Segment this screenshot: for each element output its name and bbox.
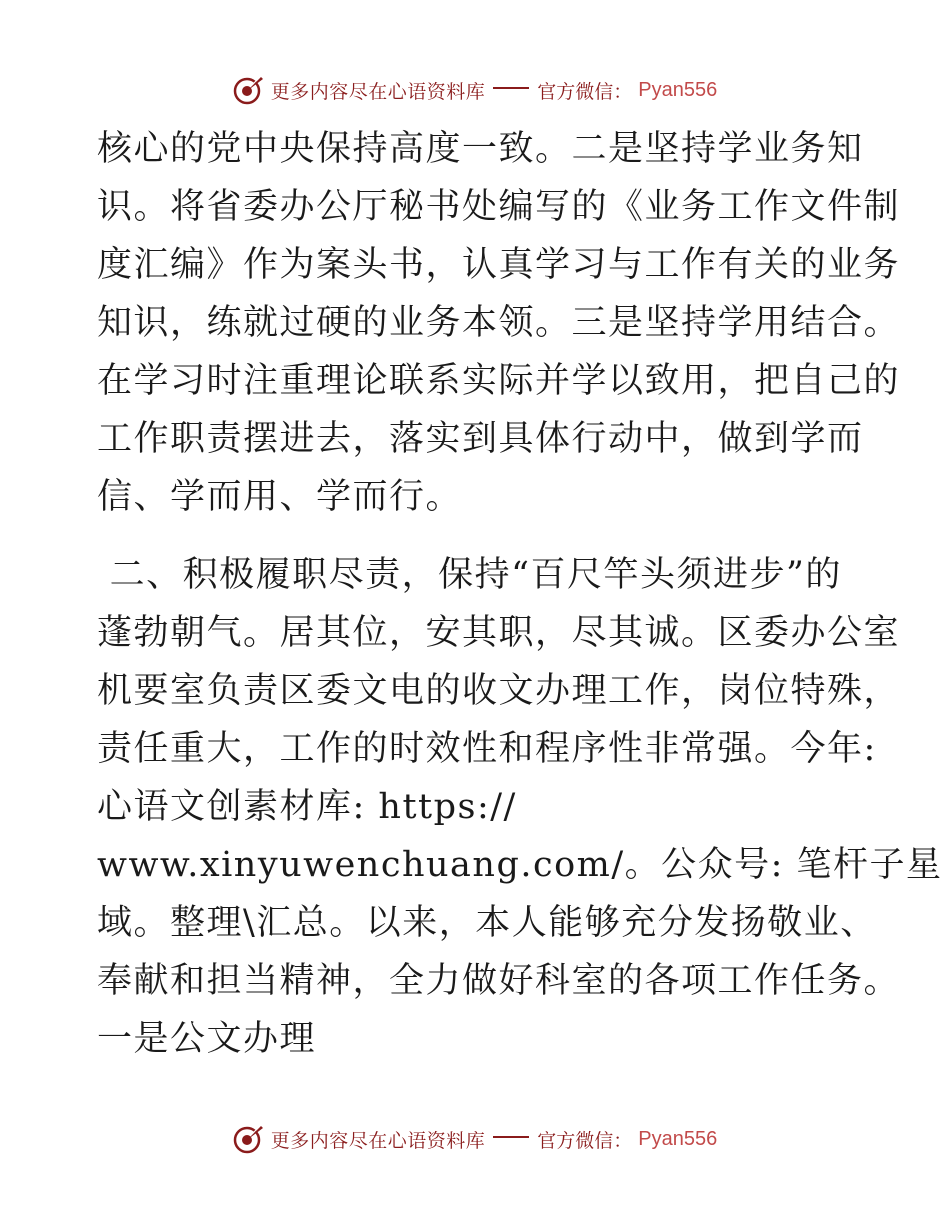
paragraph-1 <box>97 120 901 526</box>
header-banner-sub: 官方微信： <box>537 80 633 103</box>
text-line: 知识，练就过硬的业务本领。三是坚持学用结合。 <box>97 303 901 343</box>
text-line: 识。将省委办公厅秘书处编写的《业务工作文件制 <box>97 187 901 227</box>
footer-banner-dash <box>493 1136 529 1138</box>
page-header <box>0 73 950 107</box>
paragraph-gap <box>97 526 857 546</box>
quill-logo-icon <box>233 74 265 106</box>
paragraph-2 <box>97 546 943 1068</box>
text-line: www.xinyuwenchuang.com/。公众号: 笔杆子星 <box>97 845 943 885</box>
text-line: 核心的党中央保持高度一致。二是坚持学业务知 <box>97 129 864 169</box>
document-body <box>97 120 943 1068</box>
text-line: 一是公文办理 <box>97 1019 317 1059</box>
text-line: 责任重大，工作的时效性和程序性非常强。今年: <box>97 729 877 769</box>
header-banner-dash <box>493 87 529 89</box>
text-line: 心语文创素材库: https:// <box>97 787 517 827</box>
header-banner-main: 更多内容尽在心语资料库 <box>270 80 486 103</box>
text-line: 工作职责摆进去，落实到具体行动中，做到学而 <box>97 419 864 459</box>
footer-banner <box>233 1123 718 1155</box>
text-line: 蓬勃朝气。居其位，安其职，尽其诚。区委办公室 <box>97 613 901 653</box>
quill-logo-icon <box>233 1123 265 1155</box>
text-line: 奉献和担当精神，全力做好科室的各项工作任务。 <box>97 961 901 1001</box>
page-footer <box>0 1122 950 1156</box>
footer-banner-id: Pyan556 <box>638 1127 718 1150</box>
text-line: 机要室负责区委文电的收文办理工作，岗位特殊， <box>97 671 901 711</box>
footer-banner-main: 更多内容尽在心语资料库 <box>270 1129 486 1152</box>
footer-banner-sub: 官方微信： <box>537 1129 633 1152</box>
text-line: 在学习时注重理论联系实际并学以致用，把自己的 <box>97 361 901 401</box>
text-line: 度汇编》作为案头书，认真学习与工作有关的业务 <box>97 245 901 285</box>
text-line: 二、积极履职尽责，保持“百尺竿头须进步”的 <box>97 555 842 595</box>
text-line: 域。整理\汇总。以来，本人能够充分发扬敬业、 <box>97 903 877 943</box>
text-line: 信、学而用、学而行。 <box>97 477 463 517</box>
header-banner <box>233 74 718 106</box>
header-banner-id: Pyan556 <box>638 78 718 101</box>
